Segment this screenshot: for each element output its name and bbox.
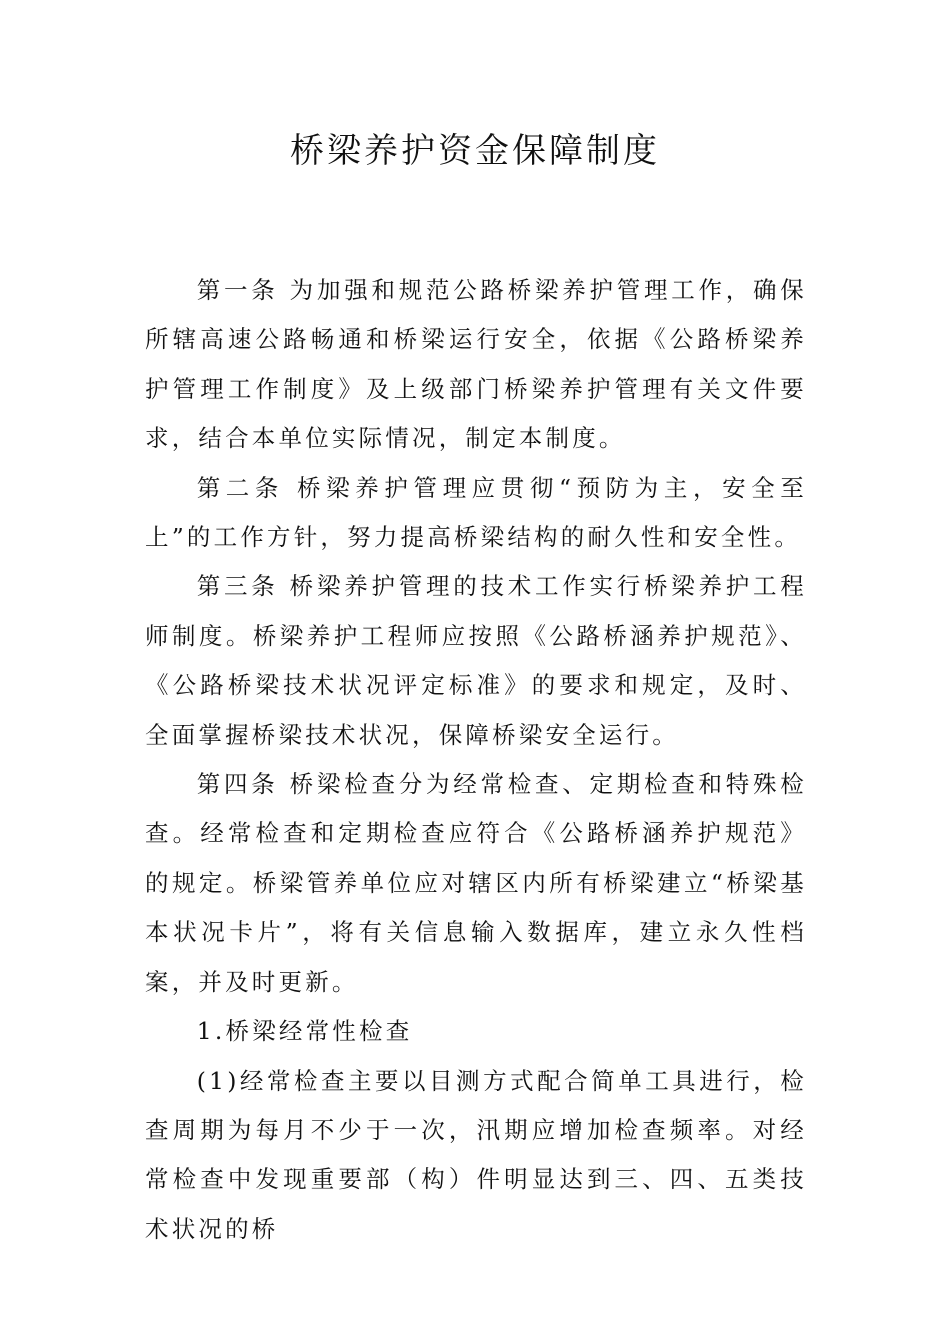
section-heading: 1.桥梁经常性检查 [196,1017,413,1046]
article-3-paragraph: 第三条 桥梁养护管理的技术工作实行桥梁养护工程师制度。桥梁养护工程师应按照《公路桥涵养护规范》、《公路桥梁技术状况评定标准》的要求和规定，及时、全面掌握桥梁技术状况，保障桥梁安全运行。 [145,572,807,749]
article-1-paragraph: 第一条 为加强和规范公路桥梁养护管理工作，确保所辖高速公路畅通和桥梁运行安全，依据《公路桥梁养护管理工作制度》及上级部门桥梁养护管理有关文件要求，结合本单位实际情况，制定本制度。 [145,276,807,453]
article-2-paragraph: 第二条 桥梁养护管理应贯彻“预防为主，安全至上”的工作方针，努力提高桥梁结构的耐久性和安全性。 [145,473,807,552]
list-item-paragraph: (1)经常检查主要以目测方式配合简单工具进行，检查周期为每月不少于一次，汛期应增加检查频率。对经常检查中发现重要部（构）件明显达到三、四、五类技术状况的桥 [145,1066,807,1243]
document-title: 桥梁养护资金保障制度 [290,131,660,171]
document-body [145,266,807,1254]
article-4-paragraph: 第四条 桥梁检查分为经常检查、定期检查和特殊检查。经常检查和定期检查应符合《公路桥涵养护规范》的规定。桥梁管养单位应对辖区内所有桥梁建立“桥梁基本状况卡片”，将有关信息输入数据库，建立永久性档案，并及时更新。 [145,770,807,996]
